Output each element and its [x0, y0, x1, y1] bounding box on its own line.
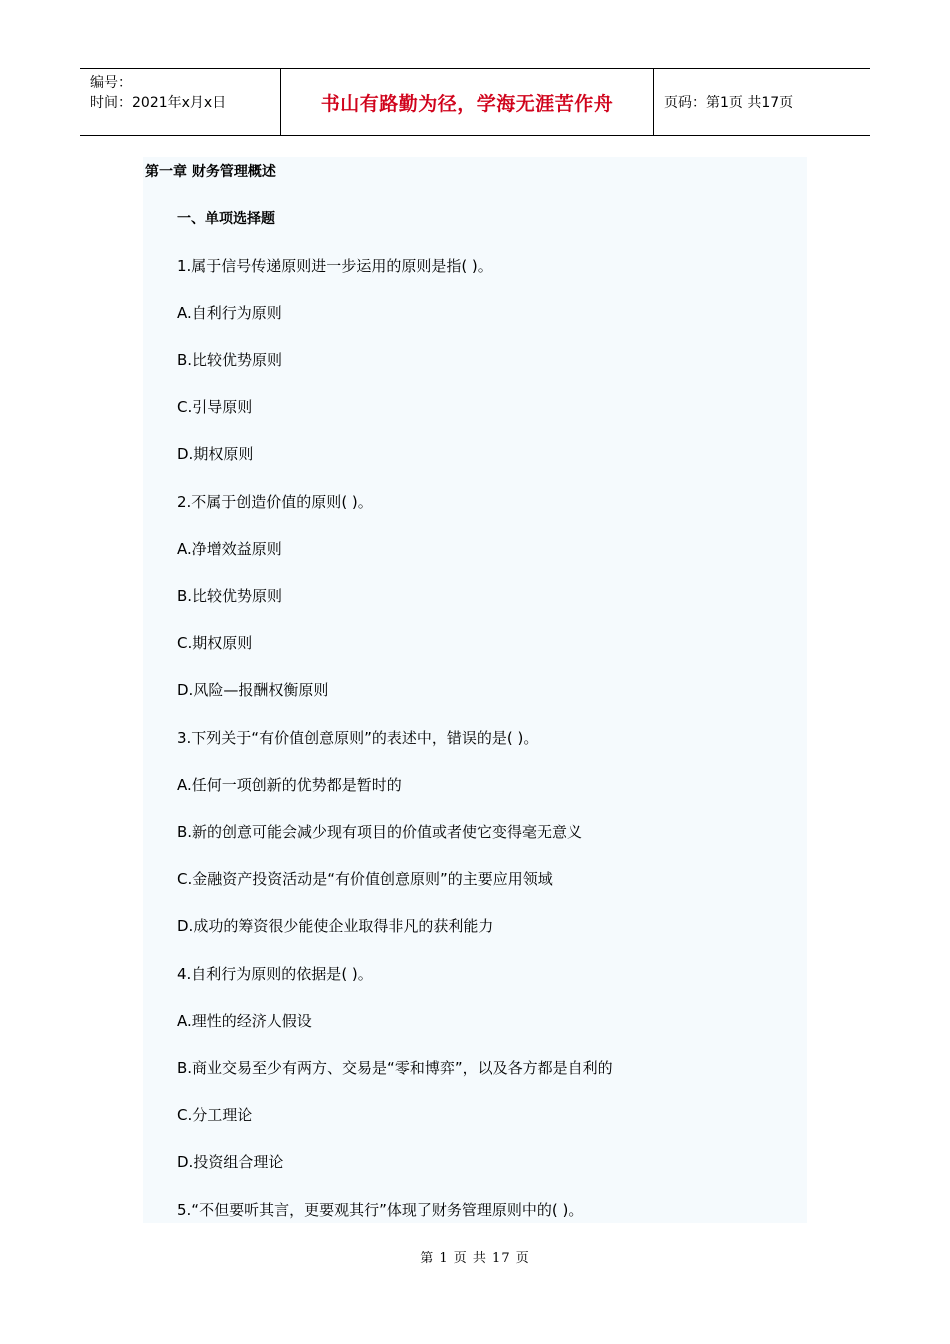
question-1: 1.属于信号传递原则进一步运用的原则是指( )。 — [177, 257, 493, 275]
number-label: 编号： — [90, 75, 132, 91]
question-2-option-c: C.期权原则 — [177, 634, 253, 652]
page-footer: 第 1 页 共 17 页 — [420, 1251, 530, 1266]
question-2-option-b: B.比较优势原则 — [177, 587, 283, 605]
question-3-option-c: C.金融资产投资活动是“有价值创意原则”的主要应用领域 — [177, 870, 553, 888]
question-4-option-c: C.分工理论 — [177, 1106, 253, 1124]
page-label: 页码：第1页 共17页 — [664, 95, 794, 111]
question-1-option-c: C.引导原则 — [177, 398, 253, 416]
question-3: 3.下列关于“有价值创意原则”的表述中，错误的是( )。 — [177, 729, 539, 747]
question-4-option-b: B.商业交易至少有两方、交易是“零和博弈”，以及各方都是自利的 — [177, 1059, 613, 1077]
question-3-option-a: A.任何一项创新的优势都是暂时的 — [177, 776, 402, 794]
document-body — [143, 157, 807, 1223]
question-5: 5.“不但要听其言，更要观其行”体现了财务管理原则中的( )。 — [177, 1201, 584, 1219]
question-4-option-d: D.投资组合理论 — [177, 1153, 284, 1171]
header-page-cell — [654, 69, 870, 135]
header-meta-cell — [80, 69, 281, 135]
question-1-option-d: D.期权原则 — [177, 445, 254, 463]
header-table — [80, 68, 870, 136]
question-3-option-d: D.成功的筹资很少能使企业取得非凡的获利能力 — [177, 917, 494, 935]
question-3-option-b: B.新的创意可能会减少现有项目的价值或者使它变得毫无意义 — [177, 823, 583, 841]
question-2: 2.不属于创造价值的原则( )。 — [177, 493, 373, 511]
question-2-option-d: D.风险—报酬权衡原则 — [177, 681, 329, 699]
question-4: 4.自利行为原则的依据是( )。 — [177, 965, 373, 983]
question-2-option-a: A.净增效益原则 — [177, 540, 282, 558]
motto-text: 书山有路勤为径，学海无涯苦作舟 — [320, 92, 614, 115]
time-label: 时间：2021年x月x日 — [90, 95, 227, 111]
chapter-title: 第一章 财务管理概述 — [145, 164, 276, 180]
header-motto-cell — [281, 69, 654, 135]
section-title: 一、单项选择题 — [177, 211, 275, 227]
question-1-option-b: B.比较优势原则 — [177, 351, 283, 369]
question-4-option-a: A.理性的经济人假设 — [177, 1012, 312, 1030]
question-1-option-a: A.自利行为原则 — [177, 304, 282, 322]
